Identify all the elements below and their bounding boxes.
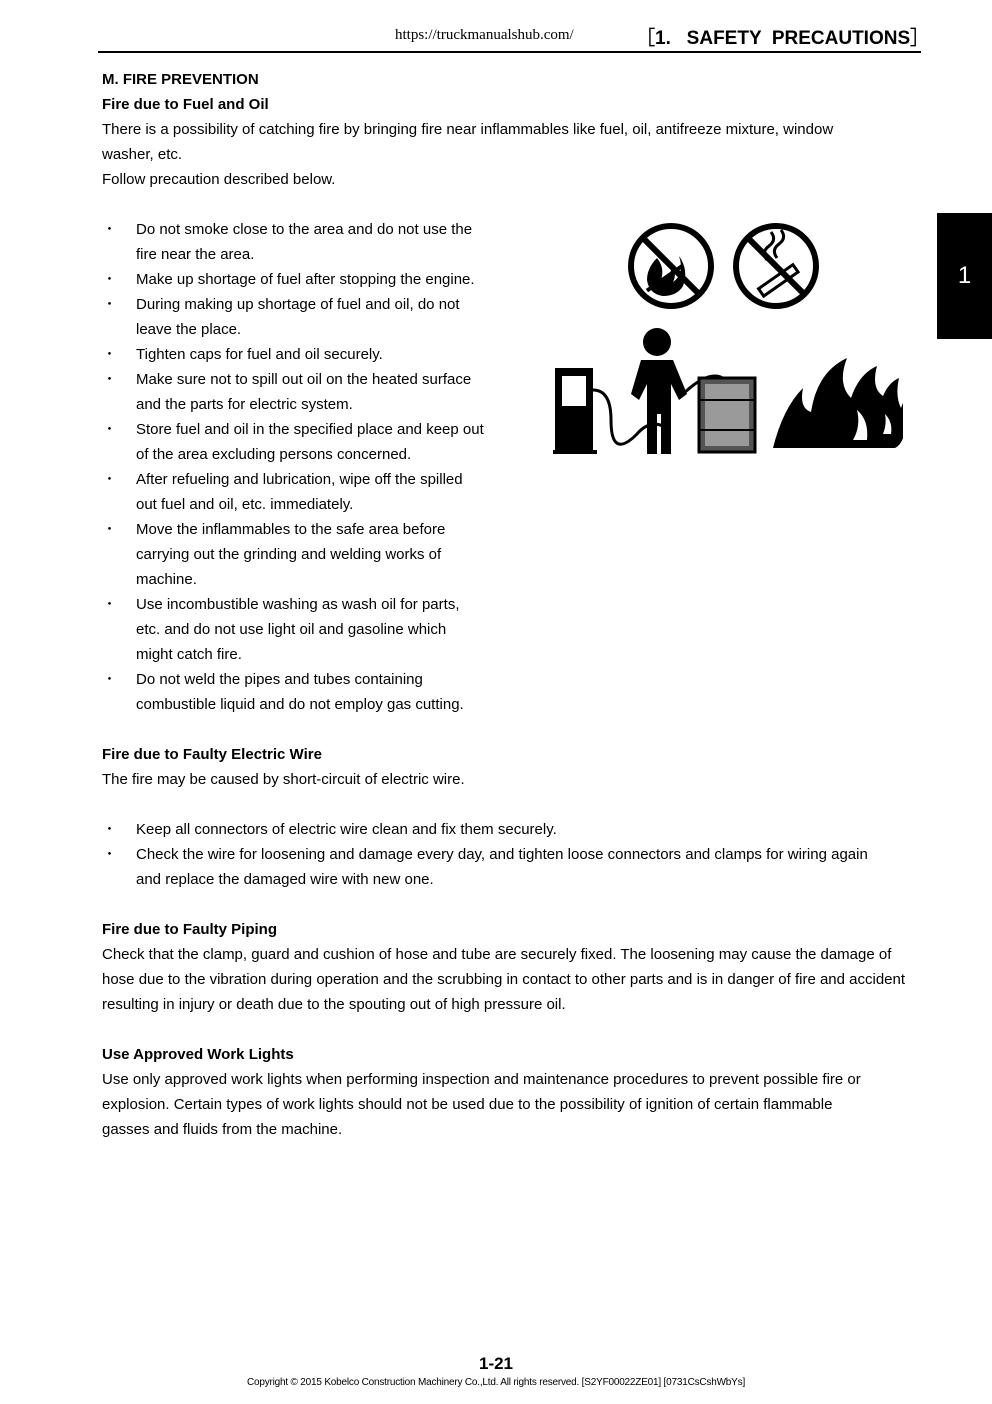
list-item: ・ Do not weld the pipes and tubes containing combustible liquid and do not employ gas cutting.	[102, 667, 486, 717]
work-lights-body: Use only approved work lights when performing inspection and maintenance procedures to prevent possible fire or explosion. Certain types of work lights should not be used due to the possibility of ignition of certain flammable gasses and fluids from the machine.	[102, 1071, 861, 1138]
fuel-oil-precaution-list	[102, 217, 486, 717]
electric-intro: The fire may be caused by short-circuit of electric wire.	[102, 771, 465, 788]
header-url[interactable]: https://truckmanualshub.com/	[395, 27, 574, 43]
header-section-title: ［1. SAFETY PRECAUTIONS］	[636, 28, 930, 49]
chapter-tab	[937, 213, 992, 339]
list-item: ・ Use incombustible washing as wash oil for parts, etc. and do not use light oil and gasoline which might catch fire.	[102, 592, 486, 667]
no-smoking-icon	[736, 226, 816, 306]
fuel-drum-icon	[699, 378, 755, 452]
copyright-notice: Copyright © 2015 Kobelco Construction Machinery Co.,Ltd. All rights reserved. [S2YF00022ZE01] [0731CsCshWbYs]	[246, 1377, 746, 1388]
header-divider	[98, 51, 921, 53]
fuel-oil-intro: There is a possibility of catching fire by bringing fire near inflammables like fuel, oil, antifreeze mixture, window washer, etc.	[102, 121, 834, 163]
list-item: ・ During making up shortage of fuel and oil, do not leave the place.	[102, 292, 486, 342]
fire-safety-illustration	[553, 220, 903, 460]
piping-heading: Fire due to Faulty Piping	[102, 921, 278, 938]
list-item: ・ Do not smoke close to the area and do not use the fire near the area.	[102, 217, 486, 267]
fuel-oil-instruction: Follow precaution described below.	[102, 171, 336, 188]
list-item: ・ Tighten caps for fuel and oil securely.	[102, 342, 486, 367]
work-lights-heading: Use Approved Work Lights	[102, 1046, 294, 1063]
chapter-tab-number: 1	[957, 262, 972, 289]
list-item: ・ Store fuel and oil in the specified place and keep out of the area excluding persons concerned.	[102, 417, 486, 467]
list-item: ・ Move the inflammables to the safe area before carrying out the grinding and welding works of machine.	[102, 517, 486, 592]
list-item: ・ Keep all connectors of electric wire clean and fix them securely.	[102, 817, 892, 842]
fire-flame-icon	[773, 358, 903, 448]
section-title: M. FIRE PREVENTION	[102, 71, 259, 88]
list-item: ・ Make sure not to spill out oil on the heated surface and the parts for electric system.	[102, 367, 486, 417]
no-open-flame-icon	[631, 226, 711, 306]
electric-precaution-list	[102, 817, 892, 892]
piping-body: Check that the clamp, guard and cushion of hose and tube are securely fixed. The loosening may cause the damage of hose due to the vibration during operation and the scrubbing in contact to other parts and is in danger of fire and accident resulting in injury or death due to the spouting out of high pressure oil.	[102, 946, 906, 1013]
electric-heading: Fire due to Faulty Electric Wire	[102, 746, 322, 763]
list-item: ・ Check the wire for loosening and damage every day, and tighten loose connectors and clamps for wiring again and replace the damaged wire with new one.	[102, 842, 892, 892]
list-item: ・ Make up shortage of fuel after stopping the engine.	[102, 267, 486, 292]
list-item: ・ After refueling and lubrication, wipe off the spilled out fuel and oil, etc. immediately.	[102, 467, 486, 517]
page-number: 1-21	[478, 1354, 514, 1373]
fuel-oil-heading: Fire due to Fuel and Oil	[102, 96, 269, 113]
